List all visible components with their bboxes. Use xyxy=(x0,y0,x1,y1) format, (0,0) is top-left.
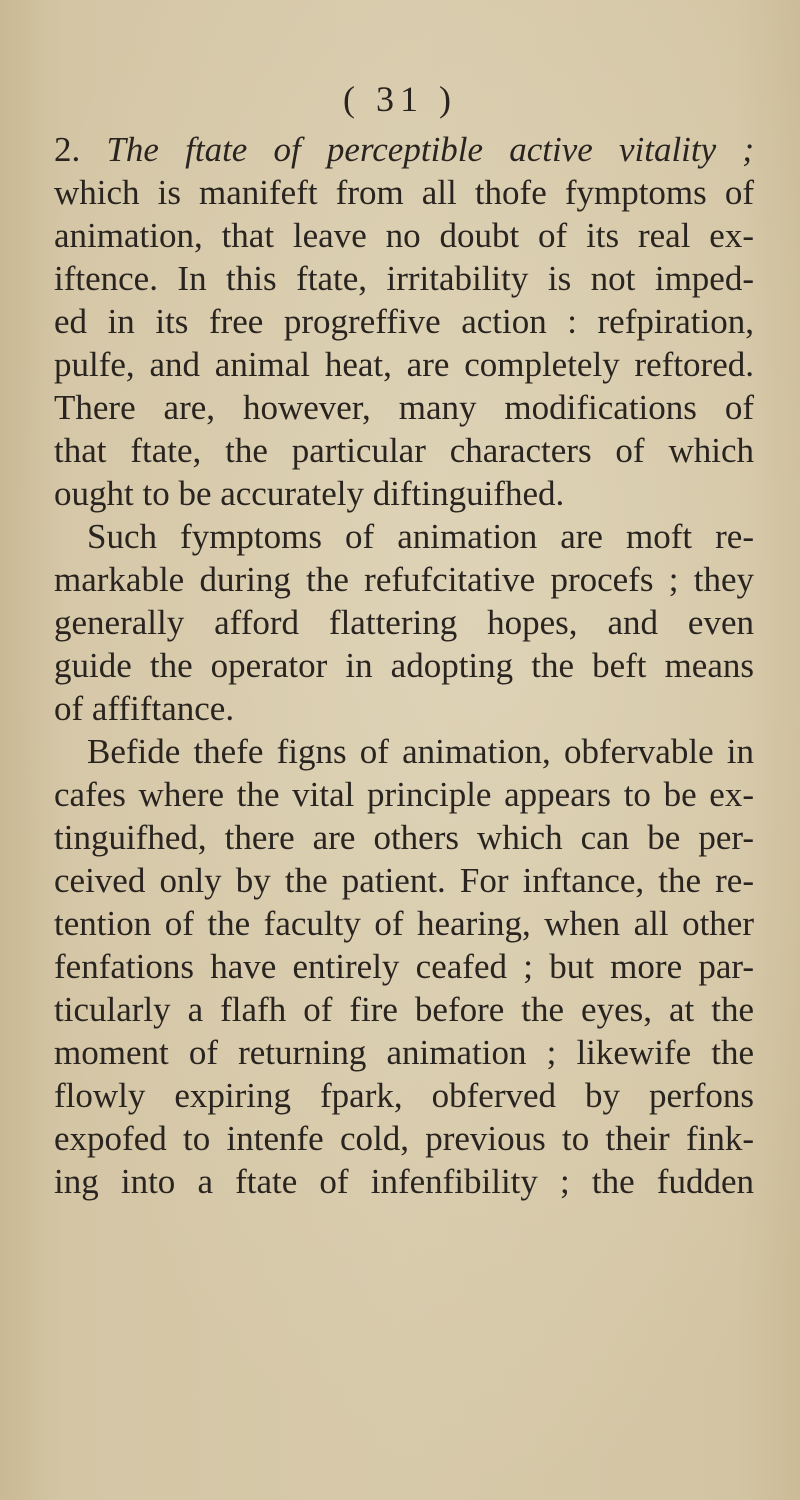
text-line: tinguifhed, there are others which can be per- xyxy=(54,818,754,857)
text-line: pulfe, and animal heat, are completely reftored. xyxy=(54,345,754,384)
text-line: guide the operator in adopting the beft means xyxy=(54,646,754,685)
text-line xyxy=(54,128,754,171)
text-line: ceived only by the patient. For inftance, the re- xyxy=(54,861,754,900)
text-line: ought to be accurately diftinguifhed. xyxy=(54,474,565,513)
text-line: generally afford flattering hopes, and even xyxy=(54,603,754,642)
text-line: ed in its free progreffive action : refpiration, xyxy=(54,302,754,341)
text-line: flowly expiring fpark, obferved by perfons xyxy=(54,1076,754,1115)
page-number: ( 31 ) xyxy=(343,79,457,119)
text-line: animation, that leave no doubt of its real ex- xyxy=(54,216,754,255)
text-line: of affiftance. xyxy=(54,689,235,728)
text-line: moment of returning animation ; likewife the xyxy=(54,1033,754,1072)
text-line: that ftate, the particular characters of which xyxy=(54,431,754,470)
text-line: which is manifeft from all thofe fymptoms of xyxy=(54,173,754,212)
text-line: cafes where the vital principle appears to be ex- xyxy=(54,775,754,814)
text-line: Such fymptoms of animation are moft re- xyxy=(87,517,754,556)
text-line: There are, however, many modifications of xyxy=(54,388,754,427)
text-line: iftence. In this ftate, irritability is not imped- xyxy=(54,259,754,298)
text-line: fenfations have entirely ceafed ; but more par- xyxy=(54,947,754,986)
text-line: tention of the faculty of hearing, when all other xyxy=(54,904,754,943)
body-text xyxy=(54,128,754,1203)
text-line: expofed to intenfe cold, previous to their fink- xyxy=(54,1119,754,1158)
text-line: ing into a ftate of infenfibility ; the fudden xyxy=(54,1162,754,1201)
text-line: ticularly a flafh of fire before the eyes, at the xyxy=(54,990,754,1029)
text-line: Befide thefe figns of animation, obfervable in xyxy=(87,732,754,771)
section-title: The ftate of perceptible active vitality ; xyxy=(106,130,754,169)
section-number: 2. xyxy=(54,130,107,169)
text-line: markable during the refufcitative procefs ; they xyxy=(54,560,754,599)
